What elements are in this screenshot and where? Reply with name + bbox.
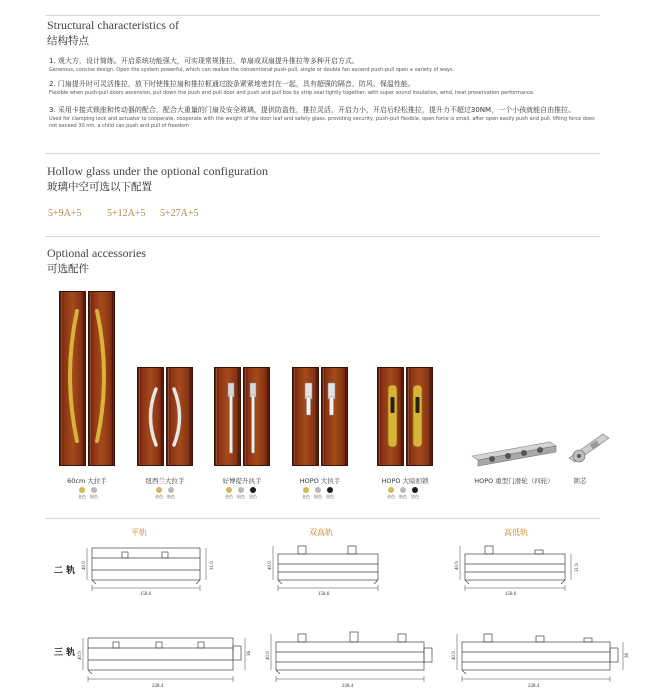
accessory-hopo-lock [377, 367, 433, 466]
swatch-name: 金色 [225, 494, 233, 499]
glass-option: 5+12A+5 [107, 208, 146, 219]
color-swatches [78, 487, 98, 500]
swatch [225, 487, 233, 500]
accessory-label: HOPO 大暗扣锁 [381, 477, 429, 485]
dim-width: 228.4 [342, 684, 354, 689]
lock-cylinder-icon [565, 428, 615, 468]
swatch-name: 金色 [302, 494, 310, 499]
color-swatches [225, 487, 257, 500]
accessory-hopo-handle [292, 367, 348, 466]
swatch-name: 银色 [167, 494, 175, 499]
gold-swatch [303, 487, 309, 493]
swatch [326, 487, 334, 500]
glass-option: 5+9A+5 [48, 208, 82, 219]
swatch-name: 黑色 [326, 494, 334, 499]
swatch [314, 487, 322, 500]
accessory-label: HOPO 重型门滑轮（四轮） [474, 477, 554, 485]
gold-long-handle-icon [59, 291, 115, 466]
dim-height-left: 40.9 [455, 561, 460, 570]
dim-height-right: 31.9 [575, 563, 580, 572]
gold-swatch [388, 487, 394, 493]
silver-swatch [238, 487, 244, 493]
track-title-double-high: 双高轨 [309, 528, 333, 537]
silver-swatch [315, 487, 321, 493]
dim-width: 228.4 [528, 684, 540, 689]
silver-swatch [91, 487, 97, 493]
gold-swatch [226, 487, 232, 493]
dim-width: 158.6 [140, 592, 152, 597]
accessory-label: 好博提升执手 [222, 477, 262, 485]
structural-item-zh: 2. 门扇提升时可灵活推拉，放下时使推拉扇和推拉框通过胶条紧紧地密封在一起，具有超强的隔音、防风、保温性能。 [49, 80, 415, 88]
profile-two-high-low [455, 540, 580, 595]
dim-width: 158.6 [318, 592, 330, 597]
swatch-name: 银色 [399, 494, 407, 499]
top-divider [45, 15, 600, 16]
accessories-divider [45, 236, 600, 237]
structural-item-zh: 1. 观大方，设计简练。开启系统功能强大，可实现常规推拉、单扇或双扇提升推拉等多种开启方式。 [49, 57, 359, 65]
swatch [387, 487, 395, 500]
structural-title-en: Structural characteristics of [47, 18, 179, 32]
swatch [167, 487, 175, 500]
swatch [302, 487, 310, 500]
profile-three-high-low [452, 626, 630, 688]
concealed-lock-icon [377, 367, 433, 466]
swatch-name: 黑色 [411, 494, 419, 499]
dim-height-left: 40.9 [78, 651, 83, 660]
swatch-name: 金色 [155, 494, 163, 499]
swatch [399, 487, 407, 500]
structural-item-zh: 3. 采用卡接式锁座和传动器的配合，配合大重量的门扇及安全玻璃，提供防盗性，推拉灵活，开启力小，开启后轻松推拉，提升力不超过30NM，一个小孩就能自由推拉。 [49, 106, 576, 114]
glass-divider [45, 153, 600, 154]
dim-height-left: 40.9 [452, 651, 457, 660]
swatch [411, 487, 419, 500]
track-title-high-low: 高低轨 [504, 528, 528, 537]
structural-item-en: Used for clamping lock and actuator to cooperate, cooperate with the weight of the door leaf and safety glass, providing security, push-pull flexible, open force is small, after open easily push and pull, lifting force does not exceed 30 nm, a child can push and pull of freedom [49, 116, 595, 129]
glass-title-en: Hollow glass under the optional configuration [47, 164, 268, 178]
swatch [78, 487, 86, 500]
track-title-flat: 平轨 [131, 528, 147, 537]
black-swatch [327, 487, 333, 493]
lift-handle-icon [214, 367, 270, 466]
structural-item-3 [49, 106, 599, 129]
door-roller-icon [470, 440, 560, 468]
accessory-lift-handle [214, 367, 270, 466]
dim-height-right: 36 [625, 653, 630, 658]
structural-item-1 [49, 57, 599, 74]
row-label-two-track: 二 轨 [54, 566, 76, 576]
profile-three-flat [78, 626, 250, 688]
tracks-divider [45, 518, 600, 519]
swatch [155, 487, 163, 500]
glass-title-zh: 玻璃中空可选以下配置 [47, 181, 152, 193]
black-swatch [412, 487, 418, 493]
dim-width: 158.6 [505, 592, 517, 597]
accessory-nz-handle [137, 367, 193, 466]
silver-swatch [168, 487, 174, 493]
black-swatch [250, 487, 256, 493]
accessory-label: 60cm 大拉手 [67, 477, 107, 485]
profile-two-flat [82, 540, 217, 595]
structural-title-zh: 结构特点 [47, 35, 89, 47]
swatch-name: 银色 [237, 494, 245, 499]
profile-three-double-high [266, 626, 444, 688]
hopo-handle-icon [292, 367, 348, 466]
accessory-label: 锁芯 [573, 477, 587, 485]
accessories-title-zh: 可选配件 [47, 263, 89, 275]
swatch-name: 黑色 [249, 494, 257, 499]
structural-item-en: Flexible when push-pull doors ascension, put down the push and pull door and push and pull box by strip seal tightly together, with super sound insulation, wind, heat preservation performance. [49, 90, 535, 96]
gold-swatch [156, 487, 162, 493]
color-swatches [302, 487, 334, 500]
swatch-name: 金色 [387, 494, 395, 499]
profile-two-double-high [268, 540, 393, 595]
glass-option: 5+27A+5 [160, 208, 199, 219]
accessories-title-en: Optional accessories [47, 246, 146, 260]
swatch-name: 银色 [314, 494, 322, 499]
accessory-label: 纽西兰大拉手 [145, 477, 185, 485]
dim-height-left: 40.9 [82, 561, 87, 570]
silver-arc-handle-icon [137, 367, 193, 466]
dim-width: 228.4 [152, 684, 164, 689]
dim-height-right: 31.9 [210, 561, 215, 570]
dim-height-right: 36 [247, 651, 252, 656]
structural-item-2 [49, 80, 599, 97]
swatch-name: 金色 [78, 494, 86, 499]
accessory-60cm-handle [59, 291, 115, 466]
dim-height-left: 40.9 [266, 651, 271, 660]
swatch [237, 487, 245, 500]
color-swatches [155, 487, 175, 500]
silver-swatch [400, 487, 406, 493]
structural-item-en: Generous, concise design. Open the system powerful, which can realize the conventional push-pull, single or double fan ascend push-pull open a variety of ways. [49, 67, 455, 73]
swatch [90, 487, 98, 500]
gold-swatch [79, 487, 85, 493]
row-label-three-track: 三 轨 [54, 648, 76, 658]
color-swatches [387, 487, 419, 500]
accessory-label: HOPO 大执手 [299, 477, 341, 485]
swatch [249, 487, 257, 500]
swatch-name: 银色 [90, 494, 98, 499]
dim-height-left: 40.9 [268, 561, 273, 570]
